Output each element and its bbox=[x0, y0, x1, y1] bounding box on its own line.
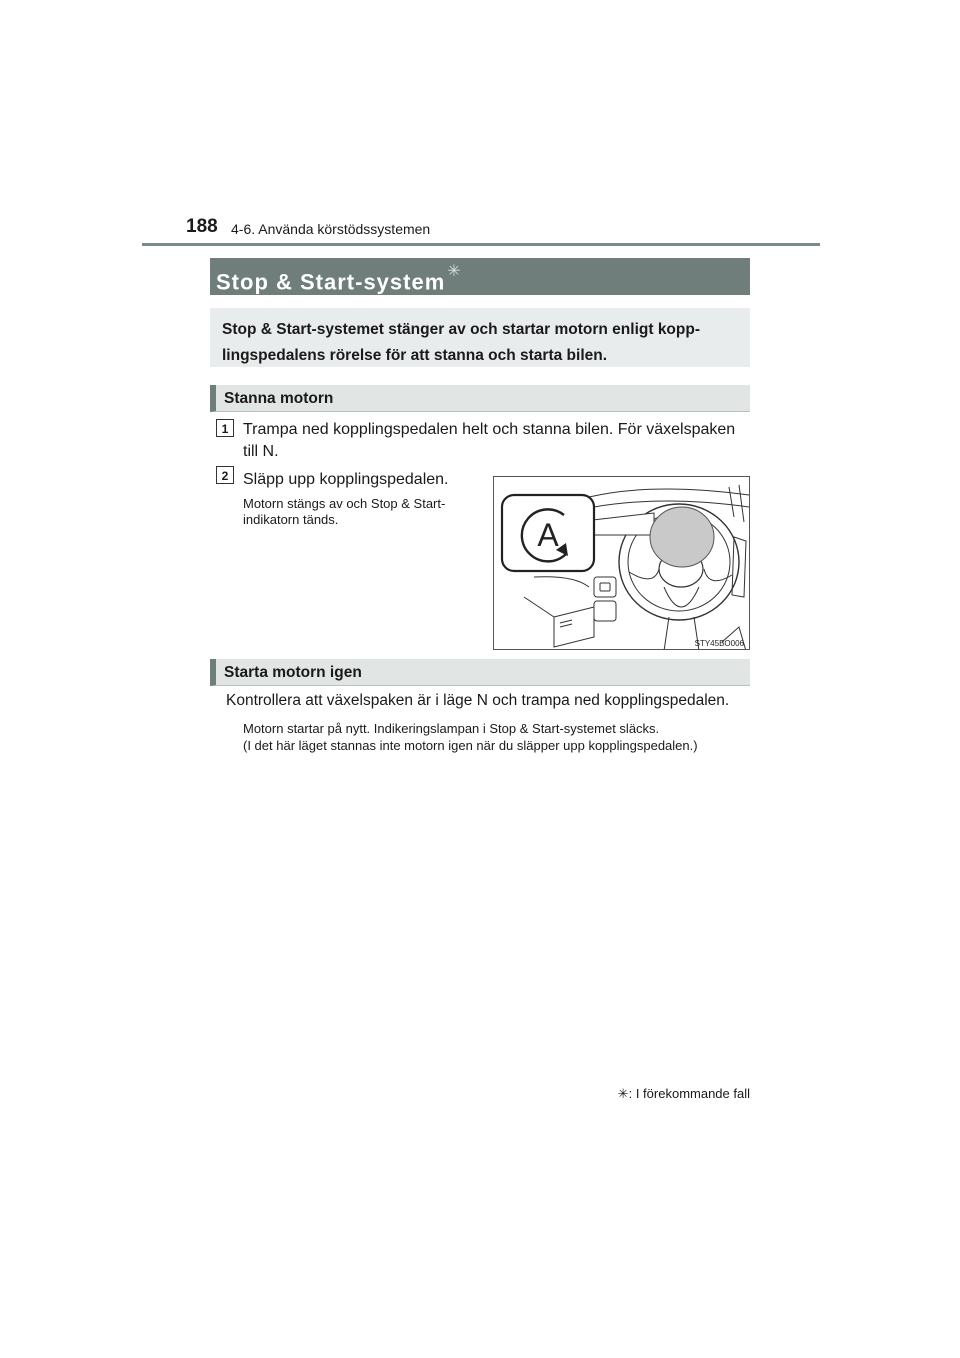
step-number-badge: 1 bbox=[216, 419, 234, 437]
restart-note-line: (I det här läget stannas inte motorn igen när du släpper upp kopplingspedalen.) bbox=[243, 738, 698, 753]
restart-note-line: Motorn startar på nytt. Indikeringslampan i Stop & Start-systemet släcks. bbox=[243, 721, 660, 736]
asterisk-icon: ✳ bbox=[617, 1086, 629, 1101]
restart-note bbox=[243, 720, 763, 754]
step-text: Släpp upp kopplingspedalen. bbox=[243, 471, 449, 488]
step-text: Trampa ned kopplingspedalen helt och stanna bilen. För växelspaken till N. bbox=[243, 421, 736, 460]
footnote-text: : I förekommande fall bbox=[628, 1086, 750, 1101]
dashboard-illustration bbox=[493, 476, 750, 650]
restart-instruction: Kontrollera att växelspaken är i läge N och trampa ned kopplingspedalen. bbox=[226, 692, 730, 709]
page-title bbox=[210, 258, 750, 295]
page-title-text: Stop & Start-system bbox=[216, 269, 446, 295]
figure-code: STY45BO006 bbox=[694, 639, 744, 648]
footnote bbox=[618, 1086, 750, 1102]
section-heading-stop: Stanna motorn bbox=[210, 385, 750, 412]
svg-text:A: A bbox=[537, 517, 559, 553]
page-number: 188 bbox=[186, 216, 218, 237]
header-rule bbox=[142, 243, 820, 246]
step-number-badge: 2 bbox=[216, 466, 234, 484]
chapter-title: 4-6. Använda körstödssystemen bbox=[231, 221, 431, 237]
intro-box: Stop & Start-systemet stänger av och startar motorn enligt kopp-lingspedalens rörelse för att stanna och starta bilen. bbox=[210, 308, 750, 367]
step-note: Motorn stängs av och Stop & Start-indikatorn tänds. bbox=[243, 496, 446, 527]
section-heading-restart: Starta motorn igen bbox=[210, 659, 750, 686]
asterisk-icon: ✳ bbox=[447, 263, 462, 280]
